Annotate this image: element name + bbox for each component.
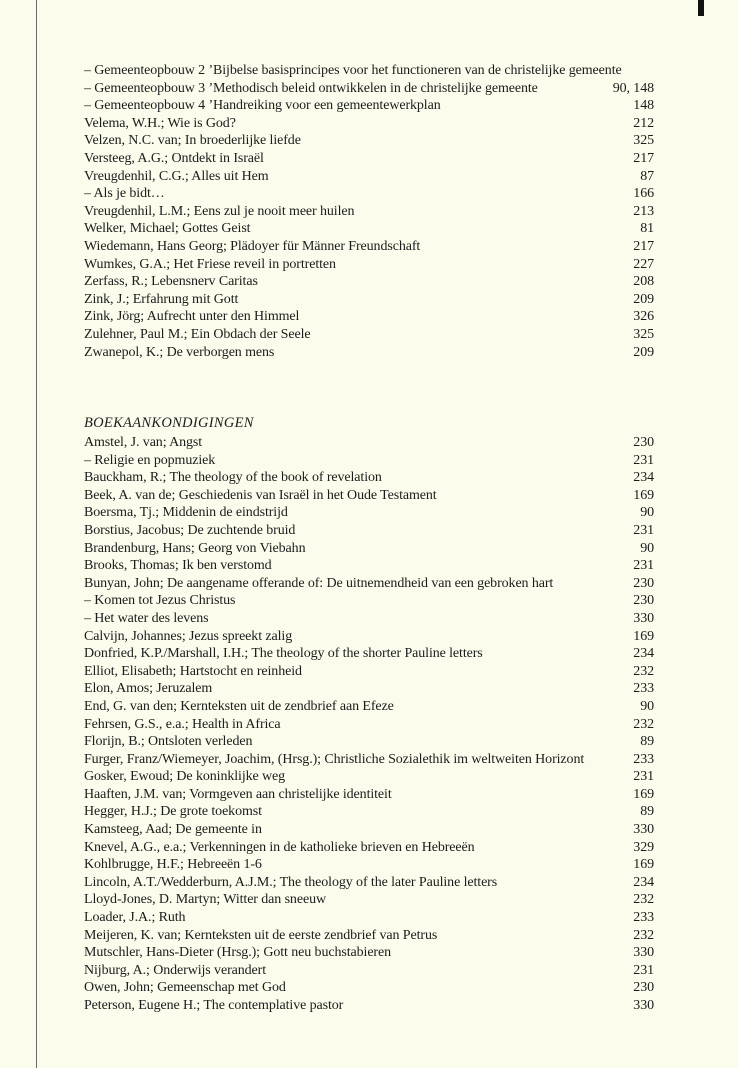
entry-title: Calvijn, Johannes; Jezus spreekt zalig (84, 628, 293, 644)
entry-page-number: 330 (633, 998, 654, 1013)
entry-page-number: 230 (633, 593, 654, 609)
index-entry (84, 97, 654, 115)
entry-page-number: 209 (633, 291, 654, 307)
entry-page-number: 148 (633, 98, 654, 114)
index-entry (84, 557, 654, 575)
entry-title: Vreugdenhil, C.G.; Alles uit Hem (84, 168, 269, 184)
entry-title: Furger, Franz/Wiemeyer, Joachim, (Hrsg.); Christliche Sozialethik im weltweiten Horizont (84, 751, 585, 767)
index-entry (84, 645, 654, 663)
entry-title: Owen, John; Gemeenschap met God (84, 980, 286, 996)
entry-page-number: 89 (640, 804, 654, 820)
index-entry (84, 273, 654, 291)
entry-page-number: 234 (633, 874, 654, 890)
entry-title: – Gemeenteopbouw 3 ’Methodisch beleid ontwikkelen in de christelijke gemeente (84, 80, 538, 96)
entry-title: End, G. van den; Kernteksten uit de zendbrief aan Efeze (84, 698, 394, 714)
entry-page-number: 81 (640, 221, 654, 237)
entry-page-number: 325 (633, 326, 654, 342)
index-entry (84, 575, 654, 593)
entry-title: Meijeren, K. van; Kernteksten uit de eerste zendbrief van Petrus (84, 927, 438, 943)
entry-page-number: 329 (633, 839, 654, 855)
index-entry (84, 469, 654, 487)
entry-page-number: 209 (633, 344, 654, 360)
entry-page-number: 231 (633, 962, 654, 978)
entry-page-number: 326 (633, 309, 654, 325)
entry-title: Zerfass, R.; Lebensnerv Caritas (84, 274, 258, 290)
entry-title: Gosker, Ewoud; De koninklijke weg (84, 769, 286, 785)
entry-page-number: 230 (633, 575, 654, 591)
index-entry (84, 663, 654, 681)
entry-page-number: 233 (633, 910, 654, 926)
index-entry (84, 487, 654, 505)
index-entry (84, 132, 654, 150)
entry-title: Kohlbrugge, H.F.; Hebreeën 1-6 (84, 857, 262, 873)
entry-page-number: 330 (633, 610, 654, 626)
index-entry (84, 874, 654, 892)
entry-page-number: 231 (633, 522, 654, 538)
entry-page-number: 330 (633, 945, 654, 961)
entry-title: Nijburg, A.; Onderwijs verandert (84, 962, 267, 978)
index-entry (84, 962, 654, 980)
entry-title: Wumkes, G.A.; Het Friese reveil in portretten (84, 256, 336, 272)
entry-title: Brooks, Thomas; Ik ben verstomd (84, 558, 272, 574)
entry-title: Florijn, B.; Ontsloten verleden (84, 734, 253, 750)
index-entry (84, 504, 654, 522)
book-announcements-section (84, 413, 654, 1015)
entry-page-number: 230 (633, 980, 654, 996)
index-entry (84, 452, 654, 470)
entry-title: Velema, W.H.; Wie is God? (84, 115, 236, 131)
index-entry (84, 115, 654, 133)
index-entry (84, 768, 654, 786)
entry-page-number: 89 (640, 734, 654, 750)
entry-title: Hegger, H.J.; De grote toekomst (84, 804, 262, 820)
index-entry (84, 291, 654, 309)
entry-page-number: 90 (640, 540, 654, 556)
entry-title: Zink, Jörg; Aufrecht unter den Himmel (84, 309, 300, 325)
index-entry (84, 751, 654, 769)
scan-edge-mark (698, 0, 704, 16)
entry-title: Loader, J.A.; Ruth (84, 910, 186, 926)
entry-page-number: 233 (633, 681, 654, 697)
index-entry (84, 821, 654, 839)
entry-page-number: 217 (633, 238, 654, 254)
entry-page-number: 227 (633, 256, 654, 272)
page-left-edge (36, 0, 37, 1068)
entry-title: Zink, J.; Erfahrung mit Gott (84, 291, 239, 307)
index-entry (84, 540, 654, 558)
index-entry (84, 733, 654, 751)
entry-title: – Religie en popmuziek (84, 452, 216, 468)
entry-page-number: 169 (633, 786, 654, 802)
entry-page-number: 169 (633, 487, 654, 503)
entry-page-number: 231 (633, 558, 654, 574)
index-entry (84, 786, 654, 804)
entry-title: Beek, A. van de; Geschiedenis van Israël in het Oude Testament (84, 487, 437, 503)
index-entry (84, 344, 654, 362)
entry-title: Lloyd-Jones, D. Martyn; Witter dan sneeuw (84, 892, 326, 908)
index-entry (84, 698, 654, 716)
entry-title: Elon, Amos; Jeruzalem (84, 681, 213, 697)
index-entry (84, 220, 654, 238)
entry-title: – Komen tot Jezus Christus (84, 593, 236, 609)
index-entry (84, 256, 654, 274)
index-entry (84, 522, 654, 540)
index-entry (84, 592, 654, 610)
entry-page-number: 325 (633, 133, 654, 149)
entry-title: – Het water des levens (84, 610, 209, 626)
index-entry (84, 979, 654, 997)
entry-page-number: 217 (633, 150, 654, 166)
entry-title: Boersma, Tj.; Middenin de eindstrijd (84, 505, 288, 521)
entry-page-number: 87 (640, 168, 654, 184)
entry-title: Zwanepol, K.; De verborgen mens (84, 344, 275, 360)
index-entry (84, 326, 654, 344)
entry-title: Velzen, N.C. van; In broederlijke liefde (84, 133, 301, 149)
entry-page-number: 232 (633, 663, 654, 679)
index-entry (84, 185, 654, 203)
entry-title: Vreugdenhil, L.M.; Eens zul je nooit meer huilen (84, 203, 355, 219)
entry-title: Welker, Michael; Gottes Geist (84, 221, 251, 237)
entry-page-number: 169 (633, 628, 654, 644)
entry-title: Amstel, J. van; Angst (84, 435, 203, 450)
index-entry (84, 909, 654, 927)
entry-title: – Gemeenteopbouw 4 ’Handreiking voor een gemeentewerkplan (84, 98, 441, 114)
entry-title: – Gemeenteopbouw 2 ’Bijbelse basisprincipes voor het functioneren van de christelijke gemeente (84, 63, 622, 78)
entry-title: Knevel, A.G., e.a.; Verkenningen in de katholieke brieven en Hebreeën (84, 839, 475, 855)
entry-page-number: 232 (633, 716, 654, 732)
entry-title: Bunyan, John; De aangename offerande of: De uitnemendheid van een gebroken hart (84, 575, 554, 591)
index-entry (84, 62, 654, 80)
index-entry (84, 944, 654, 962)
entry-title: Wiedemann, Hans Georg; Plädoyer für Männer Freundschaft (84, 238, 421, 254)
section-heading: BOEKAANKONDIGINGEN (84, 415, 254, 431)
entry-page-number: 208 (633, 274, 654, 290)
book-announcements-list (84, 434, 654, 1015)
index-entry (84, 203, 654, 221)
index-entry (84, 927, 654, 945)
index-entry (84, 803, 654, 821)
entry-page-number: 231 (633, 452, 654, 468)
entry-title: Brandenburg, Hans; Georg von Viebahn (84, 540, 306, 556)
index-entry (84, 839, 654, 857)
index-entry (84, 610, 654, 628)
entry-page-number: 234 (633, 646, 654, 662)
index-entry (84, 628, 654, 646)
entry-page-number: 212 (633, 115, 654, 131)
index-entry (84, 80, 654, 98)
entry-title: Donfried, K.P./Marshall, I.H.; The theology of the shorter Pauline letters (84, 646, 483, 662)
entry-page-number: 169 (633, 857, 654, 873)
index-entry (84, 891, 654, 909)
index-entry (84, 680, 654, 698)
entry-page-number: 166 (633, 186, 654, 202)
entry-title: Zulehner, Paul M.; Ein Obdach der Seele (84, 326, 311, 342)
entry-page-number: 233 (633, 751, 654, 767)
index-entry (84, 168, 654, 186)
entry-page-number: 330 (633, 822, 654, 838)
entry-page-number: 90 (640, 698, 654, 714)
entry-title: Versteeg, A.G.; Ontdekt in Israël (84, 150, 264, 166)
index-list-continued (84, 62, 654, 361)
entry-title: Fehrsen, G.S., e.a.; Health in Africa (84, 716, 281, 732)
entry-page-number: 232 (633, 892, 654, 908)
index-entry (84, 997, 654, 1015)
entry-title: Peterson, Eugene H.; The contemplative pastor (84, 998, 344, 1013)
entry-title: Borstius, Jacobus; De zuchtende bruid (84, 522, 296, 538)
entry-page-number: 234 (633, 470, 654, 486)
entry-title: Haaften, J.M. van; Vormgeven aan christelijke identiteit (84, 786, 392, 802)
entry-page-number: 232 (633, 927, 654, 943)
entry-title: Mutschler, Hans-Dieter (Hrsg.); Gott neu buchstabieren (84, 945, 392, 961)
entry-title: Kamsteeg, Aad; De gemeente in (84, 822, 262, 838)
entry-page-number: 230 (633, 435, 654, 450)
index-entry (84, 238, 654, 256)
entry-title: Lincoln, A.T./Wedderburn, A.J.M.; The theology of the later Pauline letters (84, 874, 498, 890)
entry-page-number: 213 (633, 203, 654, 219)
index-entry (84, 716, 654, 734)
index-entry (84, 434, 654, 452)
index-entry (84, 856, 654, 874)
index-entry (84, 150, 654, 168)
entry-page-number: 90, 148 (612, 80, 654, 96)
entry-title: Elliot, Elisabeth; Hartstocht en reinheid (84, 663, 302, 679)
entry-title: Bauckham, R.; The theology of the book of revelation (84, 470, 382, 486)
entry-page-number: 231 (633, 769, 654, 785)
entry-page-number: 90 (640, 505, 654, 521)
entry-title: – Als je bidt… (84, 186, 165, 202)
index-entry (84, 308, 654, 326)
